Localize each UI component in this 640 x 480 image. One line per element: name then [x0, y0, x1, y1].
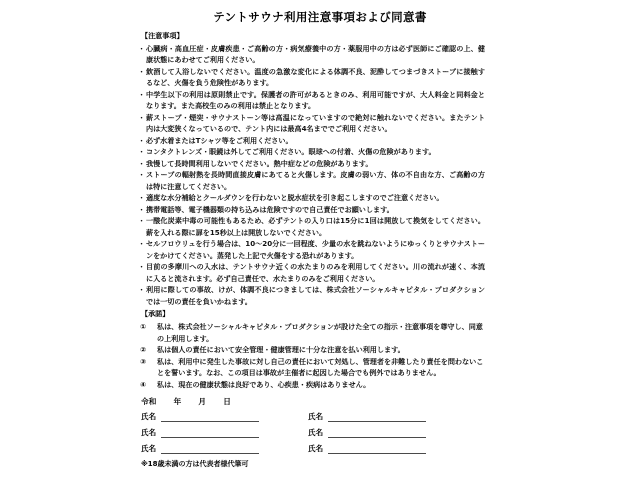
notice-item [137, 135, 485, 146]
notice-section-heading: 【注意事項】 [141, 31, 184, 40]
signature-label: 氏名 [308, 444, 324, 454]
notice-item-text: 我慢して長時間利用しないでください。熱中症などの危険があります。 [146, 158, 373, 168]
signature-label: 氏名 [141, 412, 157, 422]
notice-item-text: セルフロウリュを行う場合は、10〜20分に一回程度、少量の水を跳ねないようにゆっくりとサウナストーンをかけてください。蒸発した上記で火傷をする恐れがあります。 [146, 239, 485, 260]
signature-grid [141, 411, 485, 454]
notice-item-text: 一酸化炭素中毒の可能性もあるため、必ずテントの入り口は15分に1回は開放して換気をしてください。薪を入れる際に扉を15秒以上は開放しないでください。 [146, 216, 485, 237]
footnote-text: ※18歳未満の方は代表者様代筆可 [141, 460, 249, 469]
consent-item [137, 379, 485, 390]
consent-section-heading: 【承諾】 [141, 309, 170, 319]
signature-input-line[interactable] [161, 413, 259, 422]
bullet-icon: ・ [138, 66, 146, 76]
notice-item-text: 利用に際しての事故、けが、体調不良につきましては、株式会社ソーシャルキャピタル・プロダクションでは一切の責任を負いかねます。 [146, 285, 485, 306]
notice-item-text: 適度な水分補給とクールダウンを行わないと脱水症状を引き起こしますのでご注意ください。 [146, 193, 444, 203]
consent-item [137, 344, 485, 355]
consent-item-text: 私は個人の責任において安全管理・健康管理に十分な注意を払い利用します。 [157, 345, 405, 355]
bullet-icon: ・ [138, 112, 146, 122]
bullet-icon: ・ [138, 262, 146, 272]
signature-cell-right [308, 427, 475, 438]
consent-item-number: ② [140, 345, 147, 355]
notice-list [137, 43, 485, 307]
bullet-icon: ・ [138, 158, 146, 168]
notice-item [137, 204, 485, 215]
page-title: テントサウナ利用注意事項および同意書 [213, 10, 427, 24]
bullet-icon: ・ [138, 43, 146, 53]
bullet-icon: ・ [138, 216, 146, 226]
signature-row [141, 427, 485, 438]
bullet-icon: ・ [138, 204, 146, 214]
bullet-icon: ・ [138, 193, 146, 203]
notice-item-text: 目前の多摩川への入水は、テントサウナ近くの水たまりのみを利用してください。川の流れが速く、本流に入ると流されます。必ず自己責任で、水たまりのみをご利用ください。 [146, 262, 485, 283]
notice-item [137, 66, 485, 89]
notice-item-text: 中学生以下の利用は原則禁止です。保護者の許可があるときのみ、利用可能ですが、大人料金と同料金となります。また高校生のみの利用は禁止となります。 [146, 89, 485, 111]
notice-item [137, 261, 485, 284]
bullet-icon: ・ [138, 135, 146, 145]
notice-item-text: ストーブの輻射熱を長時間直接皮膚にあてると火傷します。皮膚の弱い方、体の不自由な方、ご高齢の方は特に注意してください。 [146, 170, 485, 191]
signature-input-line[interactable] [328, 445, 426, 454]
notice-item [137, 146, 485, 157]
notice-item-text: 心臓病・高血圧症・皮膚疾患・ご高齢の方・病気療養中の方・薬服用中の方は必ず医師にご確認の上、健康状態にあわせてご利用ください。 [146, 43, 485, 65]
signature-cell-left [141, 427, 308, 438]
signature-input-line[interactable] [161, 429, 259, 438]
notice-item [137, 158, 485, 169]
year-label: 年 [173, 397, 182, 407]
notice-item-text: 携帯電話等、電子機器類の持ち込みは危険ですので自己責任でお願いします。 [146, 204, 394, 214]
consent-item [137, 356, 485, 379]
consent-list [137, 321, 485, 390]
month-label: 月 [198, 397, 207, 407]
signature-row [141, 443, 485, 454]
notice-item [137, 43, 485, 66]
notice-item [137, 89, 485, 112]
bullet-icon: ・ [138, 285, 146, 295]
signature-input-line[interactable] [328, 413, 426, 422]
consent-item-text: 私は、利用中に発生した事故に対し自己の責任において対処し、管理者を非難したり責任を問わないことを誓います。なお、この項目は事故が主催者に起因した場合でも例外ではありません。 [157, 356, 484, 378]
notice-item [137, 284, 485, 307]
notice-item-text: 薪ストーブ・煙突・サウナストーン等は高温になっていますので絶対に触れないでください。またテント内は大変狭くなっているので、テント内には最高4名まででご利用ください。 [146, 112, 485, 134]
notice-item-text: コンタクトレンズ・眼鏡は外してご利用ください。眼球への付着、火傷の危険があります。 [146, 147, 436, 157]
era-label: 令和 [141, 397, 157, 407]
day-label: 日 [223, 397, 231, 407]
signature-cell-left [141, 443, 308, 454]
date-line [141, 396, 485, 407]
signature-label: 氏名 [141, 444, 157, 454]
notice-item [137, 112, 485, 135]
consent-item [137, 321, 485, 344]
signature-input-line[interactable] [328, 429, 426, 438]
signature-label: 氏名 [308, 412, 324, 422]
notice-item-text: 必ず水着またはTシャツ等をご利用ください。 [146, 135, 293, 145]
consent-item-number: ① [140, 322, 147, 332]
consent-item-number: ④ [140, 379, 147, 389]
consent-item-text: 私は、株式会社ソーシャルキャピタル・プロダクションが設けた全ての指示・注意事項を尊守し、同意の上利用します。 [157, 322, 483, 343]
signature-cell-left [141, 411, 308, 422]
bullet-icon: ・ [138, 170, 146, 180]
notice-item [137, 192, 485, 203]
consent-item-number: ③ [140, 356, 147, 366]
signature-cell-right [308, 411, 475, 422]
consent-item-text: 私は、現在の健康状態は良好であり、心疾患・疾病はありません。 [157, 379, 371, 389]
notice-item [137, 238, 485, 261]
signature-cell-right [308, 443, 475, 454]
notice-item [137, 215, 485, 238]
notice-item-text: 飲酒して入浴しないでください。温度の急激な変化による体調不良、泥酔してつまづきストーブに接触するなど、火傷を負う危険性があります。 [146, 66, 485, 88]
signature-label: 氏名 [141, 428, 157, 438]
bullet-icon: ・ [138, 239, 146, 249]
bullet-icon: ・ [138, 89, 146, 99]
signature-input-line[interactable] [161, 445, 259, 454]
document-body [137, 31, 485, 469]
bullet-icon: ・ [138, 147, 146, 157]
notice-item [137, 169, 485, 192]
signature-row [141, 411, 485, 422]
signature-label: 氏名 [308, 428, 324, 438]
